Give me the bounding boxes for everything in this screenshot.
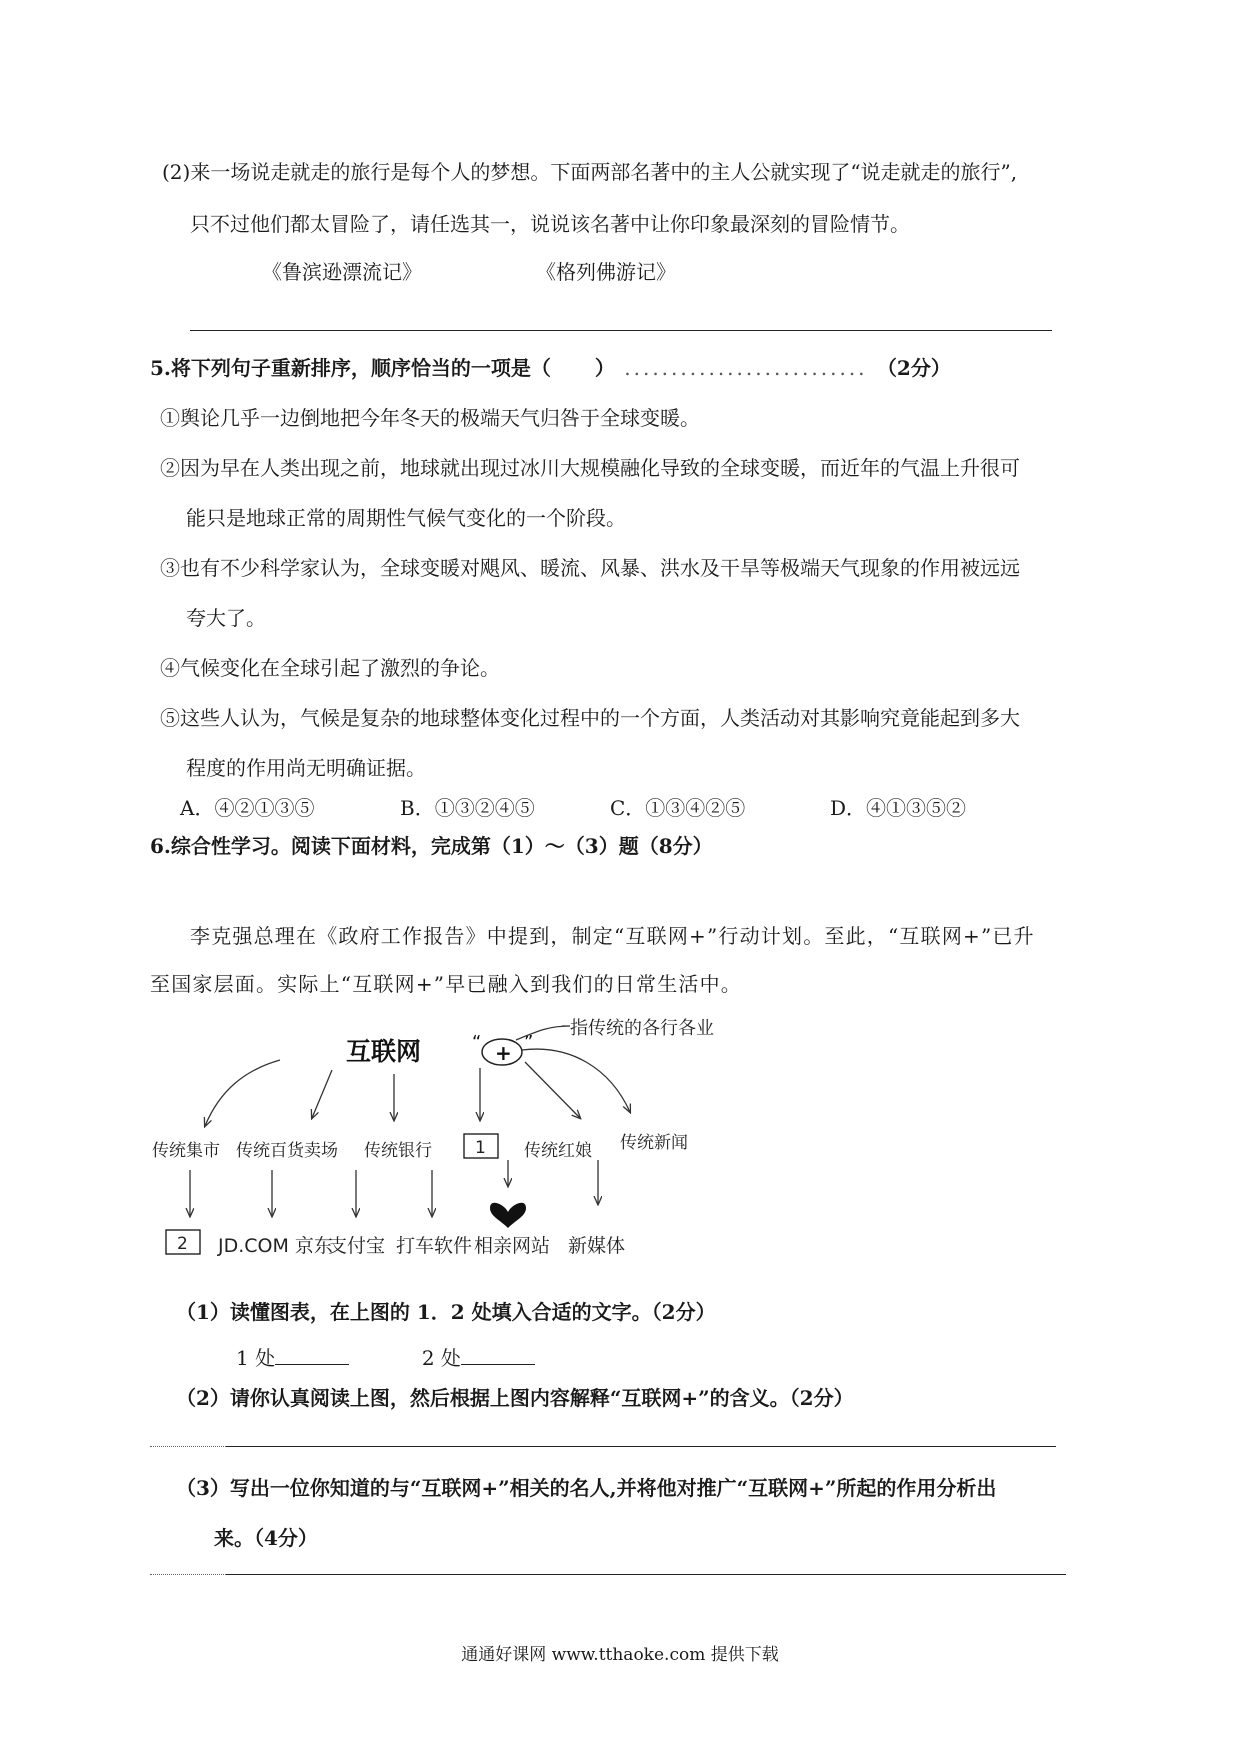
dotted-lead-sub3 xyxy=(150,1574,226,1575)
q5-score: （2分） xyxy=(876,356,951,380)
arrow-to-market xyxy=(205,1060,280,1126)
q5-option-a[interactable]: A．④②①③⑤ xyxy=(180,796,315,820)
blank-2-label: 2 处 xyxy=(421,1346,461,1370)
q6-para-line2: 至国家层面。实际上“互联网+”早已融入到我们的日常生活中。 xyxy=(150,972,743,996)
q5-sentence-2b: 能只是地球正常的周期性气候气变化的一个阶段。 xyxy=(186,506,626,530)
q5-option-b[interactable]: B．①③②④⑤ xyxy=(400,796,535,820)
q4-2-line1: (2)来一场说走就走的旅行是每个人的梦想。下面两部名著中的主人公就实现了“说走就走的旅行”, xyxy=(162,160,1018,184)
q5-stem-text: 5.将下列句子重新排序，顺序恰当的一项是（ xyxy=(150,356,551,380)
answer-line-sub2[interactable] xyxy=(226,1446,1056,1447)
top-traditional-market: 传统集市 xyxy=(152,1141,220,1161)
q5-sentence-5b: 程度的作用尚无明确证据。 xyxy=(186,756,426,780)
top-traditional-department-store: 传统百货卖场 xyxy=(236,1141,338,1161)
top-traditional-bank: 传统银行 xyxy=(364,1141,432,1161)
q4-2-line2: 只不过他们都太冒险了，请任选其一，说说该名著中让你印象最深刻的冒险情节。 xyxy=(190,212,910,236)
q5-option-d[interactable]: D．④①③⑤② xyxy=(830,796,967,820)
bottom-alipay: 支付宝 xyxy=(328,1235,386,1257)
book-robinson: 《鲁滨逊漂流记》 xyxy=(262,260,422,284)
q5-sentence-5a: ⑤这些人认为，气候是复杂的地球整体变化过程中的一个方面，人类活动对其影响究竟能起到多大 xyxy=(160,706,1020,730)
blank-1-label: 1 处 xyxy=(236,1346,276,1370)
q6-sub2: （2）请你认真阅读上图，然后根据上图内容解释“互联网+”的含义。（2分） xyxy=(176,1386,854,1410)
diagram-note: 指传统的各行各业 xyxy=(570,1018,714,1039)
diagram-quote-open: “ xyxy=(472,1032,482,1053)
q6-para-line1: 李克强总理在《政府工作报告》中提到，制定“互联网+”行动计划。至此，“互联网+”已升 xyxy=(190,924,1035,948)
arrow-to-matchmaker xyxy=(525,1062,580,1118)
bottom-jd: JD.COM 京东 xyxy=(218,1235,333,1257)
diagram-plus: + xyxy=(495,1041,512,1065)
blank-2-input[interactable] xyxy=(461,1344,535,1365)
internet-plus-diagram xyxy=(150,1008,750,1268)
bottom-taxi-app: 打车软件 xyxy=(396,1235,473,1257)
q5-sentence-3a: ③也有不少科学家认为，全球变暖对飓风、暖流、风暴、洪水及干旱等极端天气现象的作用被远远 xyxy=(160,556,1020,580)
q5-sentence-2a: ②因为早在人类出现之前，地球就出现过冰川大规模融化导致的全球变暖，而近年的气温上升很可 xyxy=(160,456,1020,480)
dotted-lead-sub2 xyxy=(150,1446,226,1447)
diagram-title: 互联网 xyxy=(346,1037,422,1066)
q5-option-c[interactable]: C．①③④②⑤ xyxy=(610,796,746,820)
q5-sentence-1: ①舆论几乎一边倒地把今年冬天的极端天气归咎于全球变暖。 xyxy=(160,406,700,430)
heart-icon xyxy=(490,1203,526,1228)
answer-line-q4-2[interactable] xyxy=(190,330,1052,331)
answer-line-sub3[interactable] xyxy=(226,1574,1066,1575)
page-footer: 通通好课网 www.tthaoke.com 提供下载 xyxy=(461,1645,779,1665)
diagram-quote-close: ” xyxy=(524,1032,534,1053)
q5-stem-close: ） xyxy=(594,356,615,380)
blank-box-2-label: 2 xyxy=(177,1234,188,1254)
top-traditional-news: 传统新闻 xyxy=(620,1133,688,1153)
q5-sentence-3b: 夸大了。 xyxy=(186,606,266,630)
blank-box-1-label: 1 xyxy=(475,1138,486,1158)
q6-sub1-blanks xyxy=(236,1344,535,1372)
q6-sub3-line1: （3）写出一位你知道的与“互联网+”相关的名人,并将他对推广“互联网+”所起的作用分析出 xyxy=(176,1476,997,1500)
q6-sub1: （1）读懂图表，在上图的 1．2 处填入合适的文字。（2分） xyxy=(176,1300,716,1324)
q6-title: 6.综合性学习。阅读下面材料，完成第（1）～（3）题（8分） xyxy=(150,834,713,858)
blank-1-input[interactable] xyxy=(275,1344,349,1365)
bottom-dating-site: 相亲网站 xyxy=(474,1235,551,1257)
q5-sentence-4: ④气候变化在全球引起了激烈的争论。 xyxy=(160,656,500,680)
arrow-to-department-store xyxy=(312,1070,332,1118)
bottom-new-media: 新媒体 xyxy=(568,1235,626,1257)
q5-stem: 5.将下列句子重新排序，顺序恰当的一项是（ ） .......................... （2分） xyxy=(150,356,951,380)
q6-sub3-line2: 来。（4分） xyxy=(214,1526,318,1550)
arrow-to-news xyxy=(522,1049,630,1112)
book-gulliver: 《格列佛游记》 xyxy=(536,260,676,284)
top-traditional-matchmaker: 传统红娘 xyxy=(524,1141,592,1161)
